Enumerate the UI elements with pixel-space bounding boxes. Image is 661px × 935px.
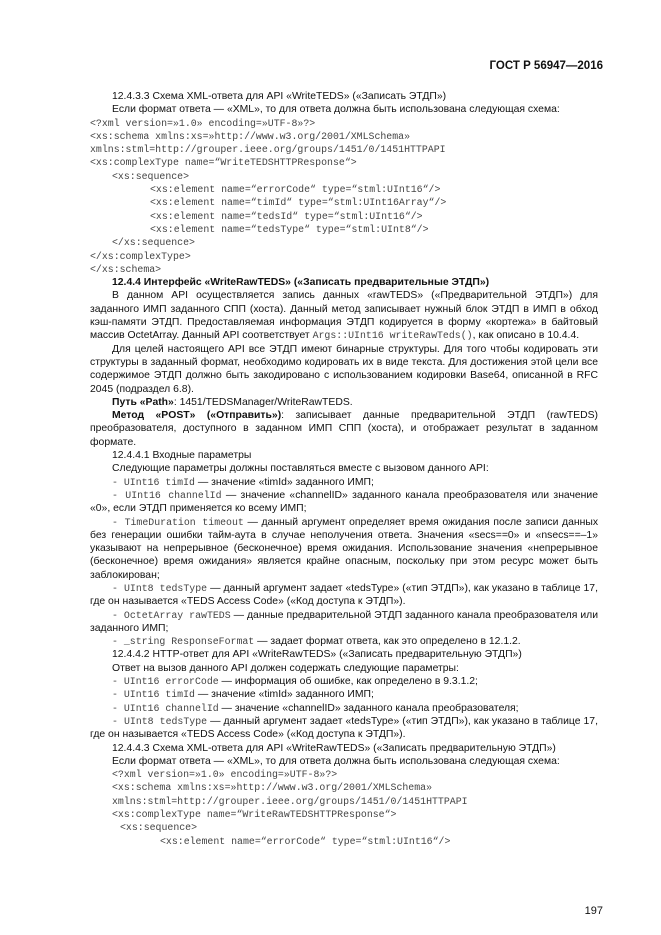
paragraph-text: , как описано в 10.4.4. [472,330,580,342]
param-text: — данный аргумент задает «tedsType» («тип ЭТДП»), как указано в таблице 17, где он называется «TEDS Access Code» («Код доступа к ЭТДП»). [90,715,598,741]
subsection-heading: 12.4.4.3 Схема XML-ответа для API «WriteRawTEDS» («Записать предварительную ЭТДП») [112,742,556,754]
paragraph: Если формат ответа — «XML», то для ответа должна быть использована следующая схема: [112,755,560,767]
page-body [90,90,598,848]
list-item [90,476,598,489]
list-item [90,516,598,582]
code-line: <xs:element name=“errorCode“ type=“stml:UInt16“/> [150,184,441,196]
param-text: — задает формат ответа, как это определено в 12.1.2. [254,636,521,648]
paragraph [90,289,598,342]
code-line: <xs:schema xmlns:xs=»http://www.w3.org/2001/XMLSchema» [90,130,411,142]
param-text: — значение «channelID» заданного канала преобразователя или значение «0», если ЭТДП применяется ко всему ИМП; [90,489,598,515]
code-line: <xs:sequence> [112,170,190,182]
code-line: <xs:element name=“errorCode“ type=“stml:UInt16“/> [160,835,451,847]
list-item [90,675,598,688]
page-number: 197 [584,905,603,917]
method-paragraph [90,409,598,449]
path-label: Путь «Path» [112,396,174,408]
param-code: - UInt16 timId [112,476,195,488]
param-code: - TimeDuration timeout [112,516,244,528]
code-line: <xs:schema xmlns:xs=»http://www.w3.org/2001/XMLSchema» [112,782,433,794]
section-heading: 12.4.4 Интерфейс «WriteRawTEDS» («Записать предварительные ЭТДП») [112,277,490,289]
code-line: <?xml version=»1.0» encoding=»UTF-8»?> [90,117,316,129]
param-code: - UInt8 tedsType [112,715,208,727]
list-item [90,635,598,648]
path-value: : 1451/TEDSManager/WriteRawTEDS. [173,396,353,408]
param-text: — данный аргумент определяет время ожидания после записи данных без генерации ошибки тайм-аута в случае неполучения ответа. Значения «secs==0» и «nsecs==–1» указывают на непрерывное (бесконечное) время ожидания. Использование значения «непрерывное (бесконечное) время ожидания» является крайне опасным, поскольку при этом ресурс может быть заблокирован; [90,516,599,581]
paragraph: Для целей настоящего API все ЭТДП имеют бинарные структуры. Для того чтобы кодировать эти структуры в заданный формат, необходимо кодировать их в виде текста. Для достижения этой цели все содержимое ЭТДП должно быть закодировано с использованием кодировки Base64, описанной в RFC 2045 (подраздел 6.8). [90,343,598,395]
code-line: <xs:complexType name=“WriteTEDSHTTPResponse“> [90,157,357,169]
param-code: - UInt16 channelId [112,489,222,501]
param-code: - UInt16 errorCode [112,676,219,688]
paragraph-text: В данном API осуществляется запись данных «rawTEDS» («Предварительной ЭТДП») для заданного ИМП заданного СПП (хоста). Данный метод записывает нужный блок ЭТДП в ИМП в обход кэш-памяти ЭТДП. Предоставляемая информация ЭТДП кодируется в форму «кортежа» в байтовый массив OctetArray. Данный API соответствует [90,290,598,342]
document-id: ГОСТ Р 56947—2016 [489,60,603,72]
list-item [90,489,598,516]
code-line: <xs:sequence> [120,822,198,834]
param-text: — значение «timId» заданного ИМП; [194,476,374,488]
code-line: <?xml version=»1.0» encoding=»UTF-8»?> [112,769,338,781]
code-line: <xs:element name=“tedsType“ type=“stml:UInt8“/> [150,223,429,235]
section-heading: 12.4.3.3 Схема XML-ответа для API «WriteTEDS» («Записать ЭТДП») [112,91,447,102]
code-line: <xs:element name=“tedsId“ type=“stml:UInt16“/> [150,210,423,222]
param-code: - _string ResponseFormat [112,636,255,648]
param-text: — информация об ошибке, как определено в 9.3.1.2; [218,676,478,688]
code-line: </xs:complexType> [90,250,191,262]
inline-code: Args::UInt16 writeRawTeds() [312,330,473,342]
code-line: xmlns:stml=http://grouper.ieee.org/groups/1451/0/1451HTTPAPI [112,795,468,807]
paragraph: Следующие параметры должны поставляться вместе с вызовом данного API: [112,463,489,475]
code-line: <xs:element name=“timId“ type=“stml:UInt16Array“/> [150,197,447,209]
subsection-heading: 12.4.4.2 HTTP-ответ для API «WriteRawTEDS» («Записать предварительную ЭТДП») [112,649,522,661]
code-line: </xs:schema> [90,263,162,275]
param-code: - UInt16 timId [112,689,195,701]
list-item [90,702,598,715]
code-line: xmlns:stml=http://grouper.ieee.org/groups/1451/0/1451HTTPAPI [90,144,446,156]
code-line: <xs:complexType name=“WriteRawTEDSHTTPResponse“> [112,809,397,821]
list-item [90,715,598,742]
param-code: - OctetArray rawTEDS [112,609,231,621]
method-label: Метод «POST» («Отправить») [112,410,282,422]
paragraph: Ответ на вызов данного API должен содержать следующие параметры: [112,662,459,674]
path-paragraph [90,396,598,409]
list-item [90,609,598,636]
param-text: — данные предварительной ЭТДП заданного канала преобразователя или заданного ИМП; [90,609,598,634]
param-text: — данный аргумент задает «tedsType» («тип ЭТДП»), как указано в таблице 17, где он называется «TEDS Access Code» («Код доступа к ЭТДП»). [90,582,598,608]
param-text: — значение «timId» заданного ИМП; [194,689,374,701]
param-code: - UInt8 tedsType [112,582,208,594]
param-code: - UInt16 channelId [112,702,219,714]
list-item [90,582,598,609]
code-line: </xs:sequence> [112,237,195,249]
param-text: — значение «channelID» заданного канала преобразователя; [218,702,519,714]
method-value: : записывает данные предварительной ЭТДП (rawTEDS) преобразователя, доступного в заданном ИМП СПП (хоста), и отображает результат в заданном формате. [90,410,598,448]
paragraph: Если формат ответа — «XML», то для ответа должна быть использована следующая схема: [112,104,560,116]
list-item [90,688,598,701]
subsection-heading: 12.4.4.1 Входные параметры [112,450,252,462]
